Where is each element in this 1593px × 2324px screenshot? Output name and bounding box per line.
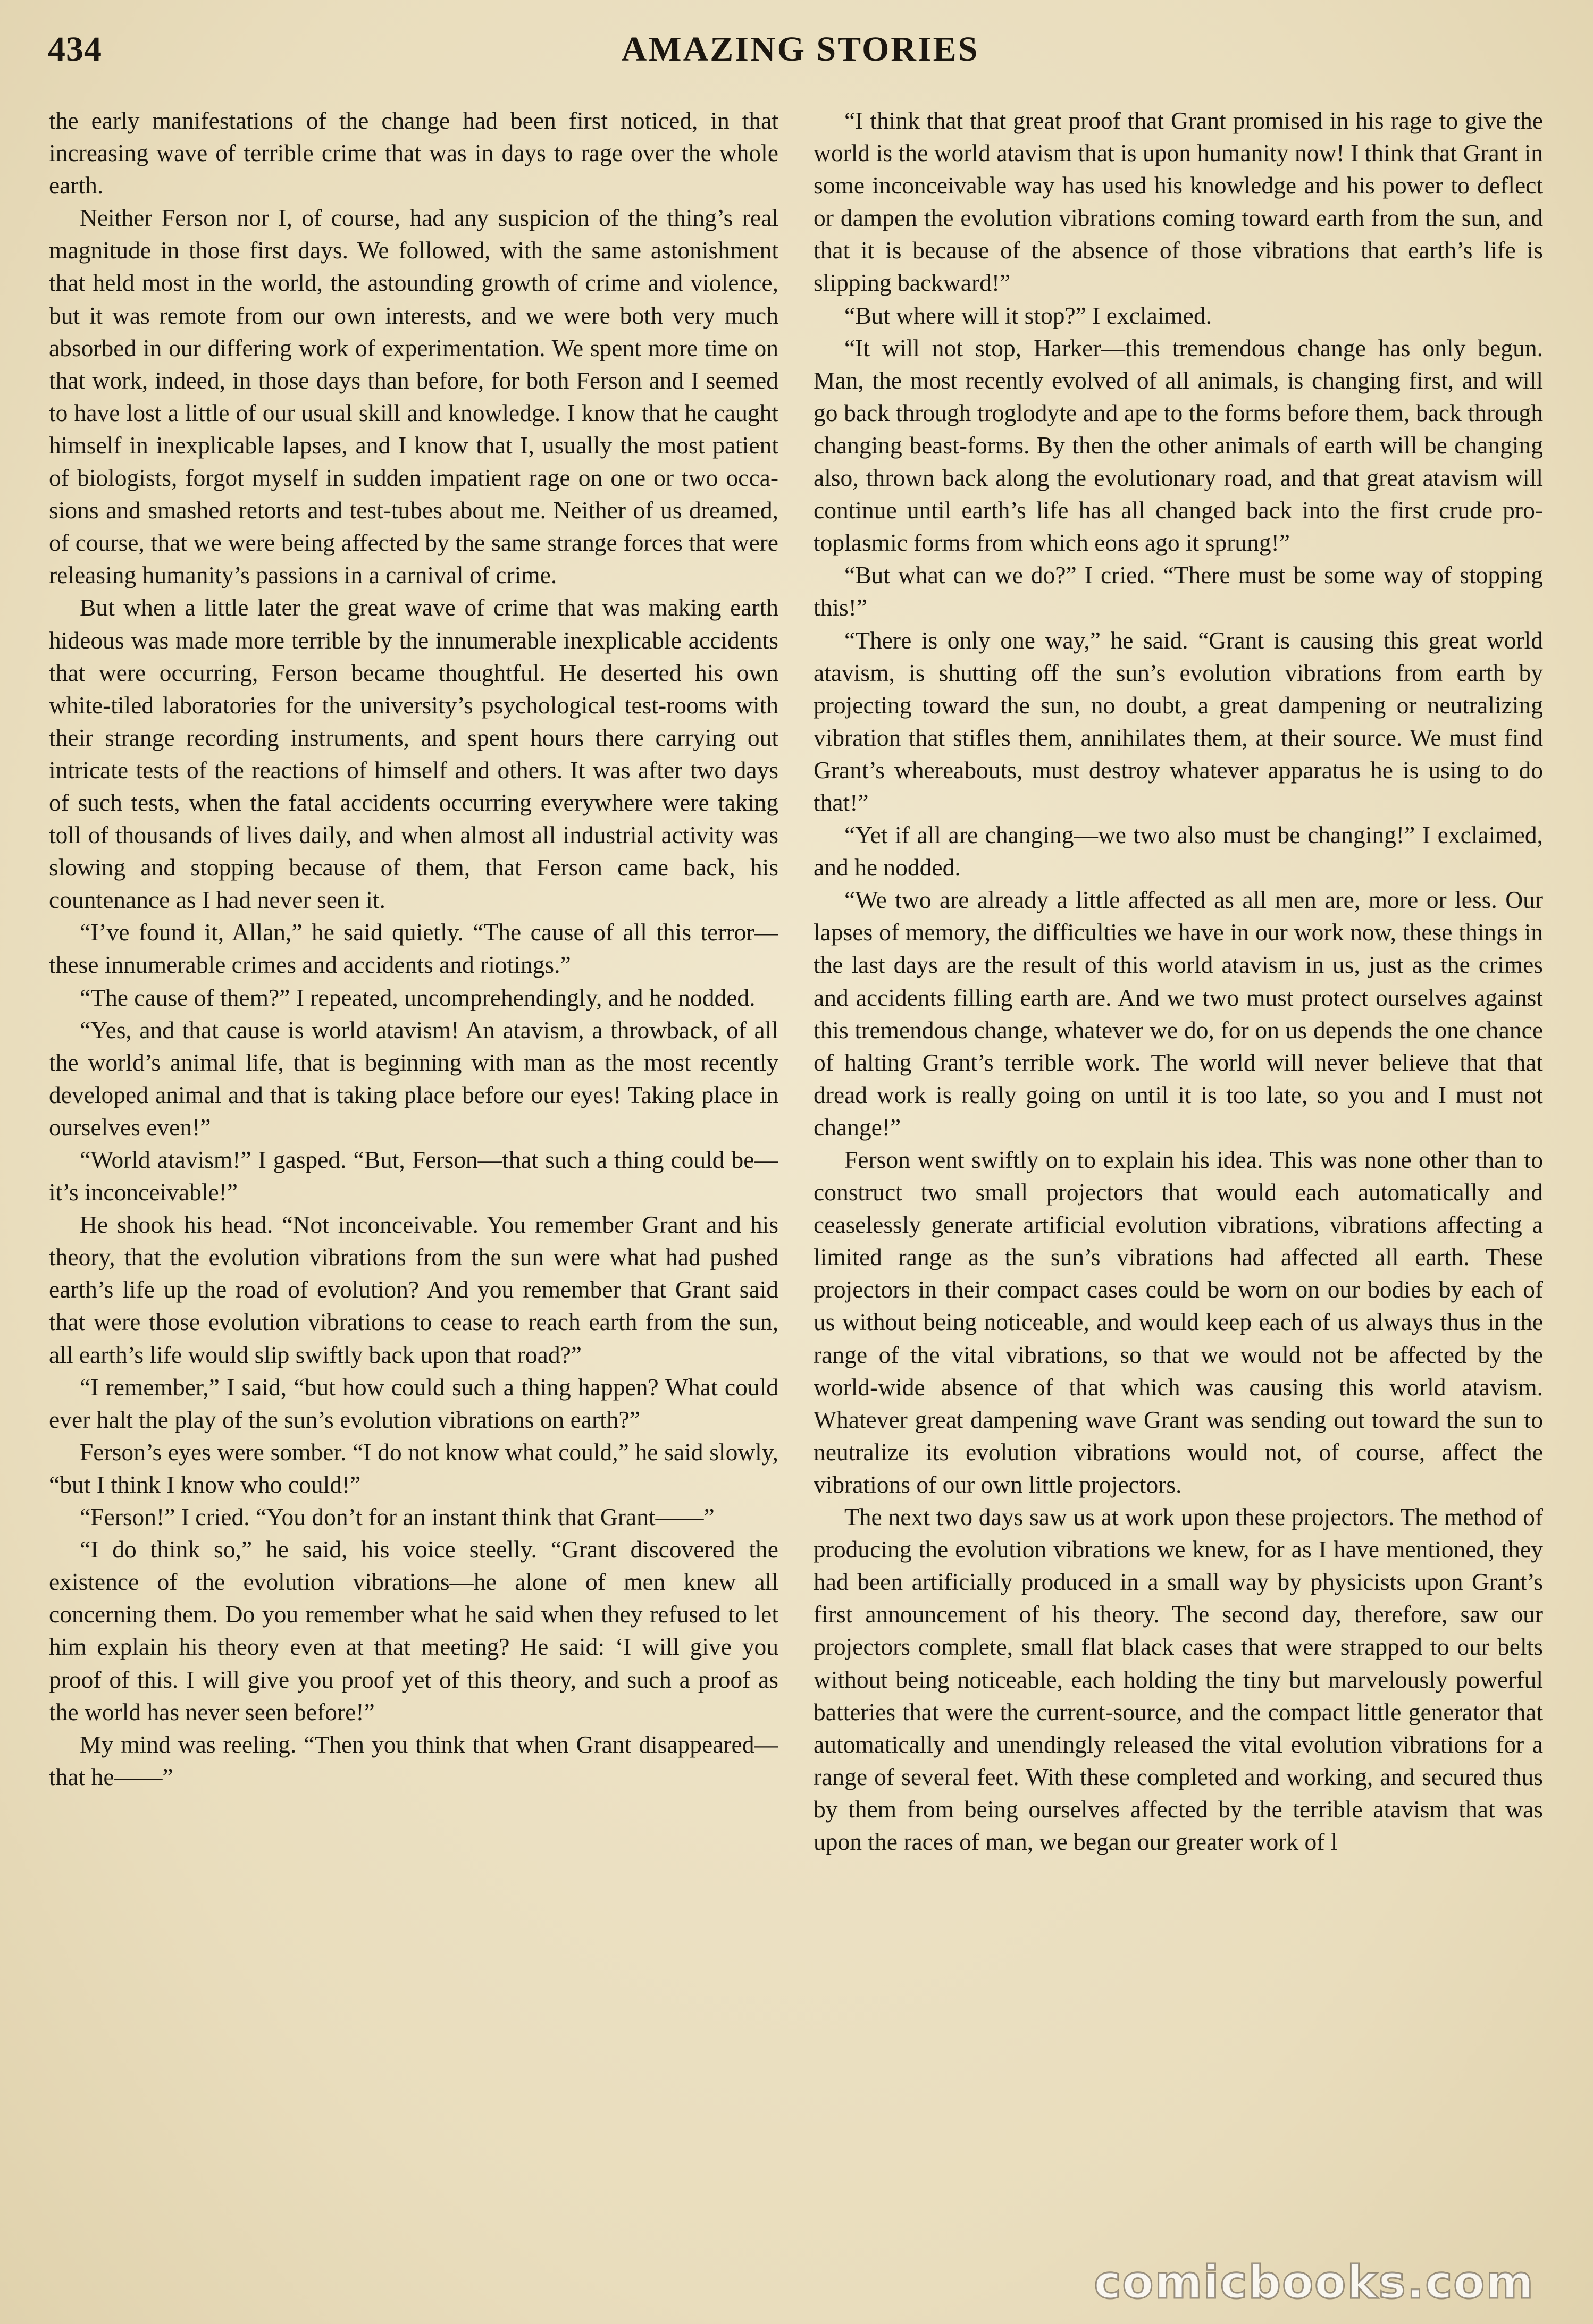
paragraph: Ferson went swiftly on to explain his idea. This was none other than to construct two small projectors that would each automatically and ceaselessly generate artificial evolution vibrations, vibrations affecting a limited range as the sun’s vibrations had affected all earth. These projectors in their compact cases could be worn on our bodies by each of us without being noticeable, and would keep each of us always thus in the range of the vital vibrations, so that we would not be affected by the world-wide absence of that which was causing this world atavism. Whatever great dampening wave Grant was sending out toward the sun to neutralize its evolution vibrations would not, of course, affect the vibrations of our own little projectors. bbox=[814, 1146, 1543, 1498]
page-header bbox=[48, 29, 1553, 77]
paragraph: “I remember,” I said, “but how could such a thing happen? What could ever halt the play of the sun’s evolution vibrations on earth?” bbox=[49, 1373, 778, 1433]
paragraph: the early manifestations of the change had been first noticed, in that increasing wave of terrible crime that was in days to rage over the whole earth. bbox=[49, 107, 778, 199]
paragraph: “But what can we do?” I cried. “There must be some way of stopping this!” bbox=[814, 561, 1543, 621]
paragraph: “World atavism!” I gasped. “But, Ferson—that such a thing could be—it’s inconceivable!” bbox=[49, 1146, 778, 1206]
watermark: comicbooks.com bbox=[1094, 2256, 1535, 2309]
paragraph: “Yes, and that cause is world atavism! An atavism, a throwback, of all the world’s animal life, that is beginning with man as the most recently developed animal and that is taking place before our eyes! Taking place in ourselves even!” bbox=[49, 1016, 778, 1141]
paragraph: “But where will it stop?” I exclaimed. bbox=[844, 301, 1212, 329]
paragraph: “I do think so,” he said, his voice steelly. “Grant discovered the existence of the evolution vibrations—he alone of men knew all concerning them. Do you remember what he said when they refused to let him explain his theory even at that meeting? He said: ‘I will give you proof of this. I will give you proof yet of this theory, and such a proof as the world has never seen before!” bbox=[49, 1536, 778, 1725]
paragraph: He shook his head. “Not inconceivable. You remember Grant and his theory, that the evolution vibrations from the sun were what had pushed earth’s life up the road of evolution? And you remember that Grant said that were those evolution vibrations to cease to reach earth from the sun, all earth’s life would slip swiftly back upon that road?” bbox=[49, 1211, 778, 1368]
paragraph: But when a little later the great wave of crime that was making earth hideous was made more terrible by the innumerable inexplicable accidents that were occurring, Ferson became thoughtful. He deserted his own white-tiled laboratories for the university’s psychological test-rooms with their strange recording instruments, and spent hours there carrying out intricate tests of the reactions of himself and others. It was after two days of such tests, when the fatal accidents occurring everywhere were taking toll of thousands of lives daily, and when almost all industrial activity was slowing and stopping because of them, that Ferson came back, his countenance as I had never seen it. bbox=[49, 594, 778, 914]
right-column bbox=[814, 104, 1543, 2305]
paragraph: The next two days saw us at work upon these projectors. The method of producing the evolution vibrations we knew, for as I have mentioned, they had been artificially produced in a small way by physicists upon Grant’s first announcement of his theory. The second day, therefore, saw our projectors complete, small flat black cases that were strapped to our belts without being noticeable, each holding the tiny but marvelously powerful batteries that were the current-source, and the compact little generator that automatically and unendingly released the vital evolution vibrations for a range of several feet. With these completed and working, and secured thus by them from being ourselves affected by the terrible atavism that was upon the races of man, we began our greater work of l bbox=[814, 1503, 1543, 1855]
paragraph: “There is only one way,” he said. “Grant is causing this great world atavism, is shutting off the sun’s evolution vibrations from earth by projecting toward the sun, no doubt, a great dampening or neutralizing vibration that stifles them, annihilates them, at their source. We must find Grant’s whereabouts, must destroy whatever apparatus he is using to do that!” bbox=[814, 626, 1543, 816]
left-column bbox=[49, 104, 778, 2305]
paragraph: “Ferson!” I cried. “You don’t for an instant think that Grant——” bbox=[80, 1503, 715, 1531]
paragraph: “Yet if all are changing—we two also must be changing!” I exclaimed, and he nodded. bbox=[814, 821, 1543, 881]
page-number: 434 bbox=[48, 30, 102, 69]
paragraph: “It will not stop, Harker—this tremendous change has only begun. Man, the most recently evolved of all animals, is changing first, and will go back through troglodyte and ape to the forms before them, back through changing beast-forms. By then the other animals of earth will be changing also, thrown back along the evolutionary road, and that great atavism will continue until earth’s life has all changed back into the first crude protoplasmic forms from which eons ago it sprung!” bbox=[814, 334, 1543, 557]
running-title: AMAZING STORIES bbox=[621, 30, 979, 69]
paragraph: “We two are already a little affected as all men are, more or less. Our lapses of memory, the difficulties we have in our work now, these things in the last days are the result of this world atavism in us, just as the crimes and accidents filling earth are. And we two must protect ourselves against this tremendous change, whatever we do, for on us depends the one chance of halting Grant’s terrible work. The world will never believe that that dread work is really going on until it is too late, so you and I must not change!” bbox=[814, 886, 1543, 1141]
paragraph: “The cause of them?” I repeated, uncomprehendingly, and he nodded. bbox=[80, 983, 756, 1011]
paragraph: “I’ve found it, Allan,” he said quietly. “The cause of all this terror—these innumerable crimes and accidents and riotings.” bbox=[49, 919, 778, 979]
paragraph: My mind was reeling. “Then you think that when Grant disappeared—that he——” bbox=[49, 1730, 778, 1790]
paragraph: Ferson’s eyes were somber. “I do not know what could,” he said slowly, “but I think I know who could!” bbox=[49, 1438, 778, 1498]
paragraph: “I think that that great proof that Grant promised in his rage to give the world is the world atavism that is upon humanity now! I think that Grant in some inconceivable way has used his knowledge and his power to deflect or dampen the evolution vibrations coming toward earth from the sun, and that it is because of the absence of those vibrations that earth’s life is slipping backward!” bbox=[814, 107, 1543, 297]
paragraph: Neither Ferson nor I, of course, had any suspicion of the thing’s real magnitude in those first days. We followed, with the same astonishment that held most in the world, the astounding growth of crime and violence, but it was remote from our own interests, and we were both very much absorbed in our differing work of experimentation. We spent more time on that work, indeed, in those days than before, for both Ferson and I seemed to have lost a little of our usual skill and knowledge. I know that he caught himself in inexplicable lapses, and I know that I, usually the most patient of biologists, forgot myself in sudden impatient rage on one or two occasions and smashed retorts and test-tubes about me. Neither of us dreamed, of course, that we were being affected by the same strange forces that were releasing humanity’s passions in a carnival of crime. bbox=[49, 204, 778, 589]
